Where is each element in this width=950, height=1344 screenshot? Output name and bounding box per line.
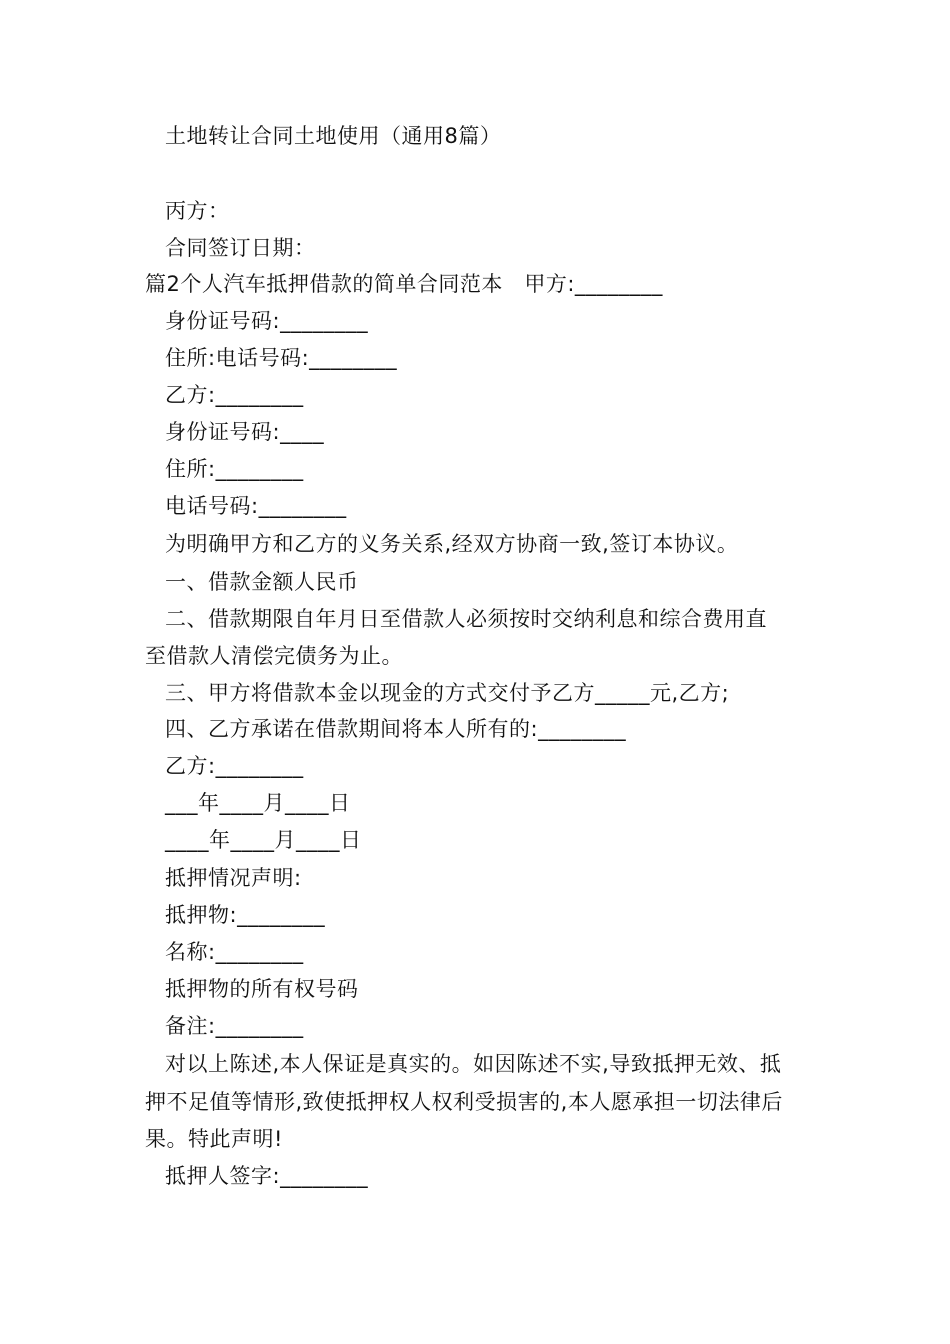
text-line: 果。特此声明! bbox=[145, 1127, 283, 1151]
date-line: ____年____月____日 bbox=[165, 828, 362, 852]
text-line: 押不足值等情形,致使抵押权人权利受损害的,本人愿承担一切法律后 bbox=[145, 1090, 783, 1114]
text-line: 抵押物:________ bbox=[165, 903, 326, 927]
text-line: 一、借款金额人民币 bbox=[165, 570, 359, 594]
text-line: 至借款人清偿完债务为止。 bbox=[145, 644, 403, 668]
text-line: 备注:________ bbox=[165, 1014, 304, 1038]
text-line: 身份证号码:____ bbox=[165, 420, 325, 444]
text-line: 丙方： bbox=[165, 199, 230, 223]
text-line: 三、甲方将借款本金以现金的方式交付予乙方_____元,乙方; bbox=[165, 681, 730, 705]
text-line: 为明确甲方和乙方的义务关系,经双方协商一致,签订本协议。 bbox=[165, 532, 739, 556]
text-line: 住所:电话号码:________ bbox=[165, 346, 398, 370]
text-line: 四、乙方承诺在借款期间将本人所有的:________ bbox=[165, 717, 627, 741]
text-line: 电话号码:________ bbox=[165, 494, 347, 518]
text-line: 抵押物的所有权号码 bbox=[165, 977, 359, 1001]
date-line: ___年____月____日 bbox=[165, 791, 351, 815]
text-line: 名称:________ bbox=[165, 940, 304, 964]
text-line: 抵押情况声明: bbox=[165, 866, 302, 890]
text-line: 合同签订日期： bbox=[165, 236, 316, 260]
text-line: 身份证号码:________ bbox=[165, 309, 369, 333]
text-line: 住所:________ bbox=[165, 457, 304, 481]
text-line: 乙方:________ bbox=[165, 383, 304, 407]
document-title: 土地转让合同土地使用（通用8篇） bbox=[165, 124, 502, 148]
text-line: 对以上陈述,本人保证是真实的。如因陈述不实,导致抵押无效、抵 bbox=[165, 1052, 782, 1076]
text-line: 二、借款期限自年月日至借款人必须按时交纳利息和综合费用直 bbox=[165, 607, 767, 631]
signature-line: 抵押人签字:________ bbox=[165, 1164, 369, 1188]
text-line: 乙方:________ bbox=[165, 754, 304, 778]
section-heading: 篇2个人汽车抵押借款的简单合同范本 甲方:________ bbox=[145, 272, 663, 296]
